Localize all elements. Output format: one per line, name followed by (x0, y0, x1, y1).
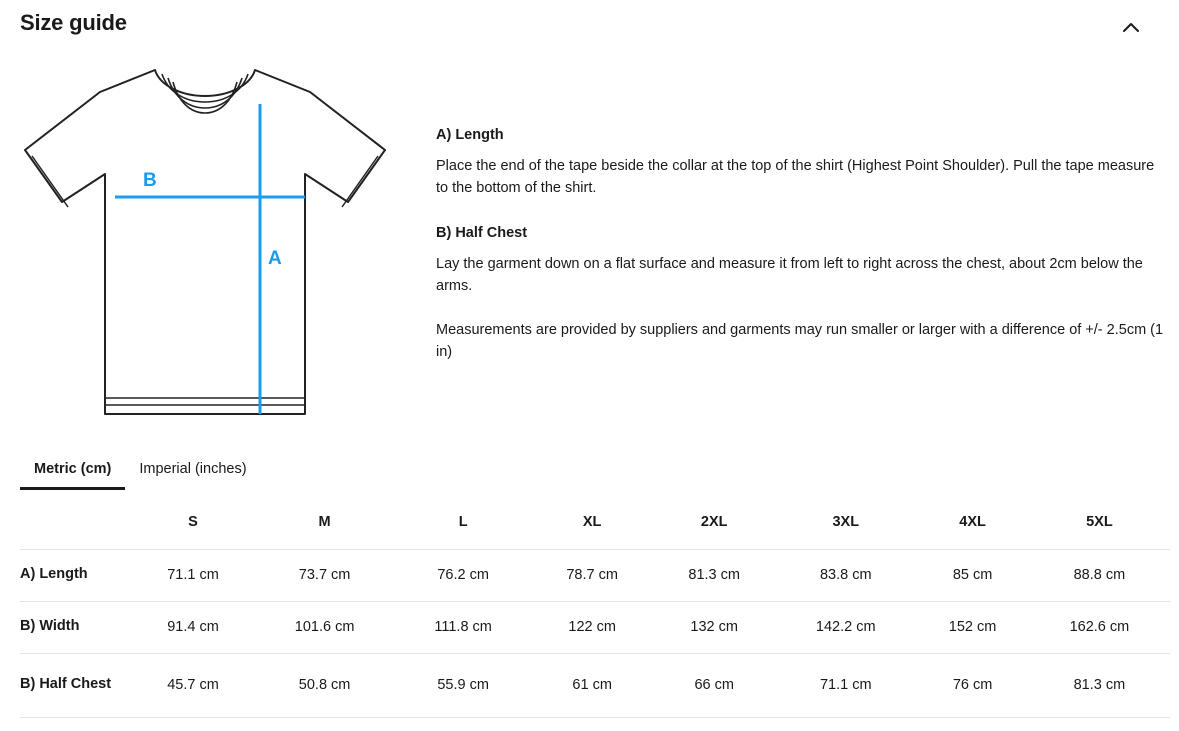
measurement-note: Measurements are provided by suppliers and garments may run smaller or larger with a difference of +/- 2.5cm (1 in) (436, 321, 1164, 360)
table-header-row (20, 496, 1170, 549)
cell-length-4xl: 85 cm (916, 549, 1029, 601)
cell-width-2xl: 132 cm (653, 601, 775, 653)
col-header-l: L (395, 496, 531, 549)
cell-length-5xl: 88.8 cm (1029, 549, 1170, 601)
size-table (20, 496, 1170, 718)
cell-width-3xl: 142.2 cm (775, 601, 916, 653)
col-header-4xl: 4XL (916, 496, 1029, 549)
cell-half-chest-2xl: 66 cm (653, 653, 775, 717)
tshirt-measurement-illustration (10, 52, 420, 437)
cell-half-chest-5xl: 81.3 cm (1029, 653, 1170, 717)
length-heading: A) Length (436, 127, 504, 143)
cell-half-chest-4xl: 76 cm (916, 653, 1029, 717)
col-header-3xl: 3XL (775, 496, 916, 549)
tab-metric[interactable]: Metric (cm) (20, 455, 125, 490)
row-header-width: B) Width (20, 601, 132, 653)
table-row (20, 653, 1170, 717)
half-chest-heading: B) Half Chest (436, 224, 528, 241)
size-table-body (20, 549, 1170, 717)
half-chest-description: Lay the garment down on a flat surface and measure it from left to right across the chest, about 2cm below the arms. (436, 256, 1143, 295)
cell-length-3xl: 83.8 cm (775, 549, 916, 601)
table-row (20, 549, 1170, 601)
cell-width-s: 91.4 cm (132, 601, 254, 653)
row-header-length: A) Length (20, 549, 132, 601)
tab-imperial[interactable]: Imperial (inches) (139, 461, 247, 477)
cell-length-2xl: 81.3 cm (653, 549, 775, 601)
length-description: Place the end of the tape beside the collar at the top of the shirt (Highest Point Shoulder). Pull the tape measure to the bottom of the shirt. (436, 158, 1155, 197)
page-title: Size guide (20, 10, 127, 35)
col-header-xl: XL (531, 496, 653, 549)
cell-length-m: 73.7 cm (254, 549, 395, 601)
cell-width-xl: 122 cm (531, 601, 653, 653)
panel-header (20, 10, 1159, 50)
label-b: B (143, 170, 157, 191)
cell-half-chest-m: 50.8 cm (254, 653, 395, 717)
size-table-head (20, 496, 1170, 549)
cell-length-l: 76.2 cm (395, 549, 531, 601)
chevron-up-icon[interactable] (1117, 14, 1145, 42)
cell-width-m: 101.6 cm (254, 601, 395, 653)
unit-tabs (20, 455, 261, 490)
table-corner-cell (20, 496, 132, 549)
cell-width-5xl: 162.6 cm (1029, 601, 1170, 653)
cell-half-chest-xl: 61 cm (531, 653, 653, 717)
cell-half-chest-l: 55.9 cm (395, 653, 531, 717)
row-header-half-chest: B) Half Chest (20, 653, 132, 717)
col-header-5xl: 5XL (1029, 496, 1170, 549)
cell-width-l: 111.8 cm (395, 601, 531, 653)
cell-half-chest-s: 45.7 cm (132, 653, 254, 717)
cell-half-chest-3xl: 71.1 cm (775, 653, 916, 717)
col-header-s: S (132, 496, 254, 549)
col-header-2xl: 2XL (653, 496, 775, 549)
col-header-m: M (254, 496, 395, 549)
measurement-instructions (436, 124, 1166, 371)
cell-length-xl: 78.7 cm (531, 549, 653, 601)
table-row (20, 601, 1170, 653)
cell-width-4xl: 152 cm (916, 601, 1029, 653)
cell-length-s: 71.1 cm (132, 549, 254, 601)
label-a: A (268, 248, 282, 269)
